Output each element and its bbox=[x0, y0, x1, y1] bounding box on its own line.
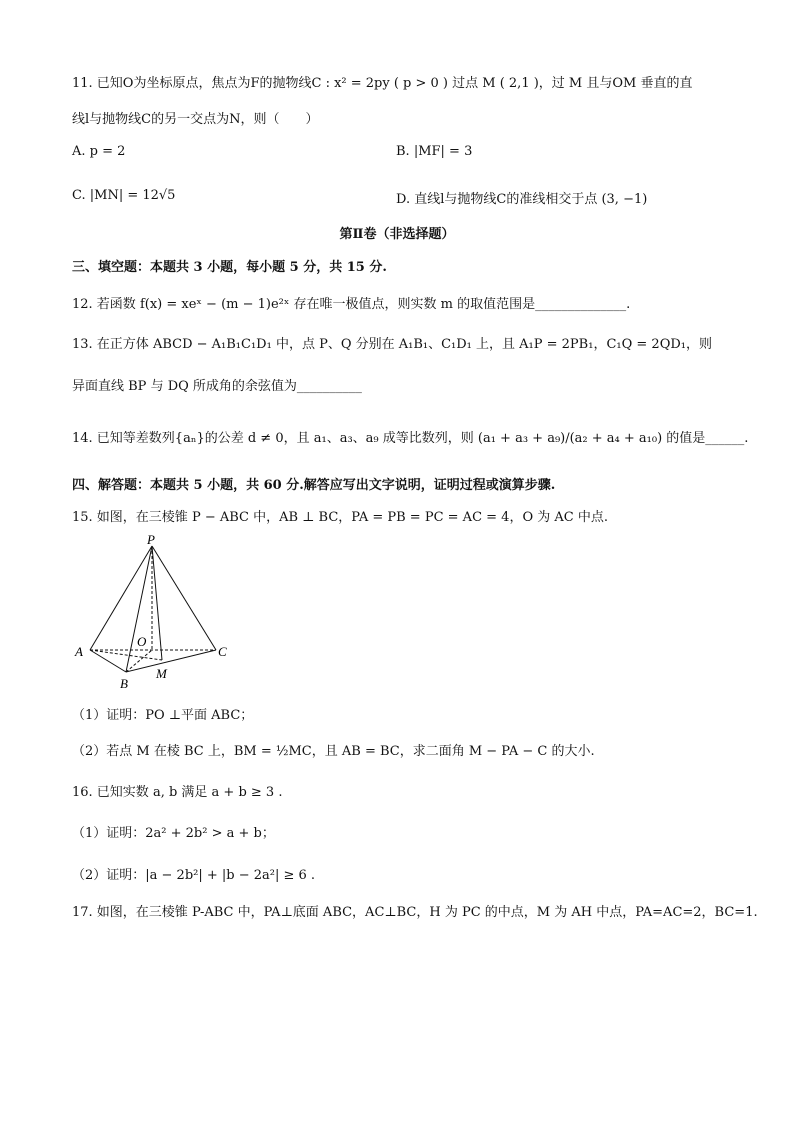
q13-line2: 异面直线 BP 与 DQ 所成角的余弦值为__________ bbox=[72, 379, 362, 394]
fig-label-m: M bbox=[156, 666, 167, 681]
part3-title: 三、填空题：本题共 3 小题，每小题 5 分，共 15 分. bbox=[72, 260, 387, 275]
part4-title: 四、解答题：本题共 5 小题，共 60 分.解答应写出文字说明，证明过程或演算步骤. bbox=[72, 478, 556, 493]
fig-label-o: O bbox=[137, 634, 147, 649]
q11-option-c: C. |MN| = 12√5 bbox=[72, 188, 176, 203]
q15-sub2: （2）若点 M 在棱 BC 上，BM = ½MC，且 AB = BC，求二面角 M − PA − C 的大小. bbox=[72, 744, 595, 759]
q12-text: 12. 若函数 f(x) = xeˣ − (m − 1)e²ˣ 存在唯一极值点，则实数 m 的取值范围是______________. bbox=[72, 297, 631, 312]
q16-sub2: （2）证明：|a − 2b²| + |b − 2a²| ≥ 6 . bbox=[72, 868, 316, 883]
fig-label-b: B bbox=[120, 676, 128, 691]
fig-label-c: C bbox=[218, 644, 227, 659]
q15-pyramid-figure bbox=[70, 532, 240, 692]
q11-option-b: B. |MF| = 3 bbox=[396, 144, 473, 159]
fig-label-a: A bbox=[75, 644, 83, 659]
q15-stem: 15. 如图，在三棱锥 P − ABC 中，AB ⊥ BC，PA = PB = PC = AC = 4，O 为 AC 中点. bbox=[72, 510, 608, 525]
q16-sub1: （1）证明：2a² + 2b² > a + b； bbox=[72, 826, 275, 841]
q11-line1: 11. 已知O为坐标原点，焦点为F的抛物线C : x² = 2py ( p > 0 ) 过点 M ( 2,1 )，过 M 且与OM 垂直的直 bbox=[72, 76, 693, 91]
q11-line2: 线l与抛物线C的另一交点为N，则（ ） bbox=[72, 112, 319, 127]
q15-sub1: （1）证明：PO ⊥平面 ABC； bbox=[72, 708, 254, 723]
q11-option-d: D. 直线l与抛物线C的准线相交于点 (3, −1) bbox=[396, 192, 648, 207]
section2-title: 第Ⅱ卷（非选择题） bbox=[339, 227, 455, 242]
fig-label-p: P bbox=[147, 532, 155, 547]
q17-text: 17. 如图，在三棱锥 P-ABC 中，PA⊥底面 ABC，AC⊥BC，H 为 PC 的中点，M 为 AH 中点，PA=AC=2，BC=1. bbox=[72, 905, 758, 920]
q14-text: 14. 已知等差数列{aₙ}的公差 d ≠ 0，且 a₁、a₃、a₉ 成等比数列，则 (a₁ + a₃ + a₉)/(a₂ + a₄ + a₁₀) 的值是______. bbox=[72, 431, 749, 446]
q13-line1: 13. 在正方体 ABCD − A₁B₁C₁D₁ 中，点 P、Q 分别在 A₁B₁、C₁D₁ 上，且 A₁P = 2PB₁，C₁Q = 2QD₁，则 bbox=[72, 337, 712, 352]
q11-option-a: A. p = 2 bbox=[72, 144, 126, 159]
q16-stem: 16. 已知实数 a, b 满足 a + b ≥ 3 . bbox=[72, 785, 283, 800]
